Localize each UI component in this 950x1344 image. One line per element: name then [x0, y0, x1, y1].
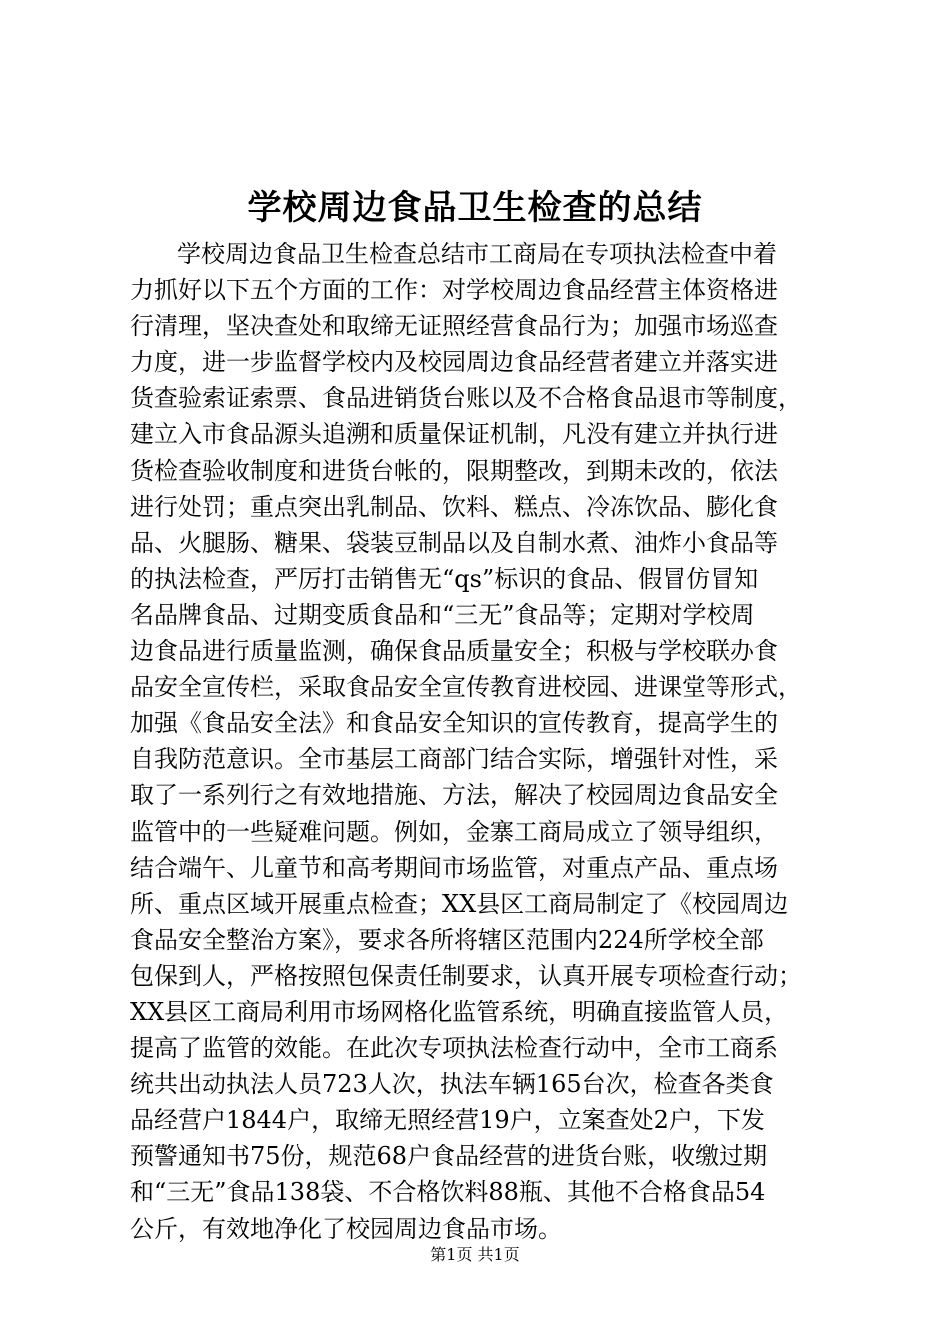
- document-title: 学校周边食品卫生检查的总结: [247, 188, 703, 228]
- body-line: 品经营户1844户，取缔无照经营19户，立案查处2户，下发: [130, 1106, 765, 1135]
- document-body: [130, 236, 835, 1247]
- body-line: 结合端午、儿童节和高考期间市场监管，对重点产品、重点场: [130, 853, 778, 882]
- body-line: 货检查验收制度和进货台帐的，限期整改，到期未改的，依法: [130, 456, 778, 485]
- body-line: 取了一系列行之有效地措施、方法，解决了校园周边食品安全: [130, 781, 778, 810]
- body-line: 监管中的一些疑难问题。例如，金寨工商局成立了领导组织，: [130, 817, 778, 846]
- body-line: 行清理，坚决查处和取缔无证照经营食品行为；加强市场巡查: [130, 312, 778, 341]
- body-line: 品安全宣传栏，采取食品安全宣传教育进校园、进课堂等形式，: [130, 673, 802, 702]
- body-line: 货查验索证索票、食品进销货台账以及不合格食品退市等制度，: [130, 384, 802, 413]
- body-line: 所、重点区域开展重点检查；XX县区工商局制定了《校园周边: [130, 889, 789, 918]
- body-line: 力度，进一步监督学校内及校园周边食品经营者建立并落实进: [130, 348, 778, 377]
- body-line: 预警通知书75份，规范68户食品经营的进货台账，收缴过期: [130, 1142, 768, 1171]
- body-line: 提高了监管的效能。在此次专项执法检查行动中，全市工商系: [130, 1034, 778, 1063]
- body-line: 食品安全整治方案》，要求各所将辖区范围内224所学校全部: [130, 925, 764, 954]
- body-line: 加强《食品安全法》和食品安全知识的宣传教育，提高学生的: [130, 709, 778, 738]
- body-line: 和“三无”食品138袋、不合格饮料88瓶、其他不合格食品54: [130, 1178, 766, 1207]
- body-line: 建立入市食品源头追溯和质量保证机制，凡没有建立并执行进: [130, 420, 778, 449]
- page-number: 第1页 共1页: [430, 1245, 520, 1264]
- body-line: 力抓好以下五个方面的工作：对学校周边食品经营主体资格进: [130, 276, 778, 305]
- body-line: 的执法检查，严厉打击销售无“qs”标识的食品、假冒仿冒知: [130, 564, 759, 593]
- body-line: 品、火腿肠、糖果、袋装豆制品以及自制水煮、油炸小食品等: [130, 528, 778, 557]
- body-line: 边食品进行质量监测，确保食品质量安全；积极与学校联办食: [130, 637, 778, 666]
- body-line: 名品牌食品、过期变质食品和“三无”食品等；定期对学校周: [130, 600, 755, 629]
- body-line: 进行处罚；重点突出乳制品、饮料、糕点、冷冻饮品、膨化食: [130, 492, 778, 521]
- body-line: 包保到人，严格按照包保责任制要求，认真开展专项检查行动；: [130, 961, 802, 990]
- body-line: XX县区工商局利用市场网格化监管系统，明确直接监管人员，: [130, 997, 789, 1026]
- body-line: 学校周边食品卫生检查总结市工商局在专项执法检查中着: [177, 240, 777, 268]
- body-line: 自我防范意识。全市基层工商部门结合实际，增强针对性，采: [130, 745, 778, 774]
- body-line: 公斤，有效地净化了校园周边食品市场。: [130, 1214, 562, 1243]
- body-line: 统共出动执法人员723人次，执法车辆165台次，检查各类食: [130, 1070, 774, 1099]
